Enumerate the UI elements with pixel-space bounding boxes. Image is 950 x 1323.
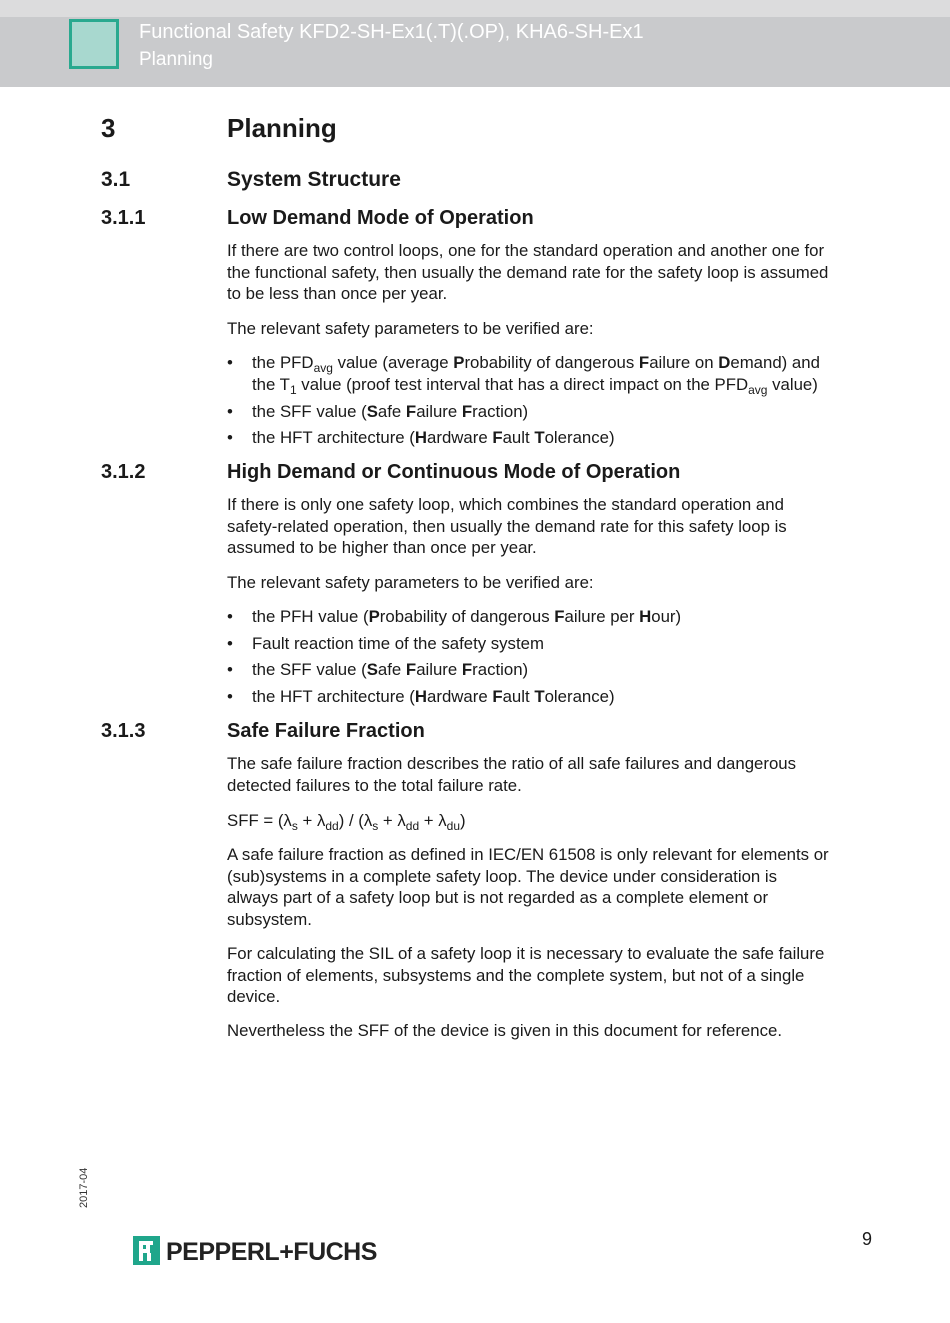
section-title: High Demand or Continuous Mode of Operation xyxy=(227,461,681,483)
section-title: System Structure xyxy=(227,168,401,191)
paragraph: If there are two control loops, one for the standard operation and another one for the functional safety, then usually the demand rate for the safety loop is assumed to be less than once per year. xyxy=(227,241,829,303)
section-number: 3.1 xyxy=(101,168,131,191)
section-title: Safe Failure Fraction xyxy=(227,720,425,742)
document-date: 2017-04 xyxy=(78,1167,90,1208)
section-number: 3.1.1 xyxy=(101,207,146,229)
paragraph: The relevant safety parameters to be verified are: xyxy=(227,573,594,592)
company-logo-text: PEPPERL+FUCHS xyxy=(166,1238,377,1266)
header-logo-square xyxy=(69,19,119,69)
header-topline xyxy=(0,0,950,17)
page-number: 9 xyxy=(862,1229,873,1249)
list-item: • the $PFD_{avg}$ value (average Probability of dangerous Failure on Demand) and the $T_1$ value (proof test interval that has a direct impact on the $PFD_{avg}$ value) xyxy=(227,353,820,397)
section-number: 3 xyxy=(101,113,116,143)
paragraph: The relevant safety parameters to be verified are: xyxy=(227,319,594,338)
paragraph: If there is only one safety loop, which combines the standard operation and safety-related operation, then usually the demand rate for this safety loop is assumed to be higher than once per year. xyxy=(227,495,787,557)
section-title: Planning xyxy=(227,113,337,143)
paragraph: A safe failure fraction as defined in IEC/EN 61508 is only relevant for elements or (sub)systems in a complete safety loop. The device under consideration is always part of a safety loop but is not regarded as a complete element or subsystem. xyxy=(227,845,829,929)
chapter-title: Planning xyxy=(139,49,213,70)
section-number: 3.1.2 xyxy=(101,461,146,483)
section-number: 3.1.3 xyxy=(101,720,146,742)
pepperl-fuchs-logo-icon xyxy=(133,1236,160,1265)
paragraph: The safe failure fraction describes the ratio of all safe failures and dangerous detected failures to the total failure rate. xyxy=(227,754,797,795)
section-title: Low Demand Mode of Operation xyxy=(227,207,534,229)
paragraph: Nevertheless the SFF of the device is given in this document for reference. xyxy=(227,1021,782,1040)
paragraph: For calculating the SIL of a safety loop it is necessary to evaluate the safe failure fraction of elements, subsystems and the complete system, but not of a single device. xyxy=(227,944,825,1006)
document-title: Functional Safety KFD2-SH-Ex1(.T)(.OP), KHA6-SH-Ex1 xyxy=(139,21,644,43)
formula: SFF = $(\lambda_s + \lambda_{dd}) / (\lambda_s + \lambda_{dd} + \lambda_{du})$ xyxy=(227,811,466,833)
